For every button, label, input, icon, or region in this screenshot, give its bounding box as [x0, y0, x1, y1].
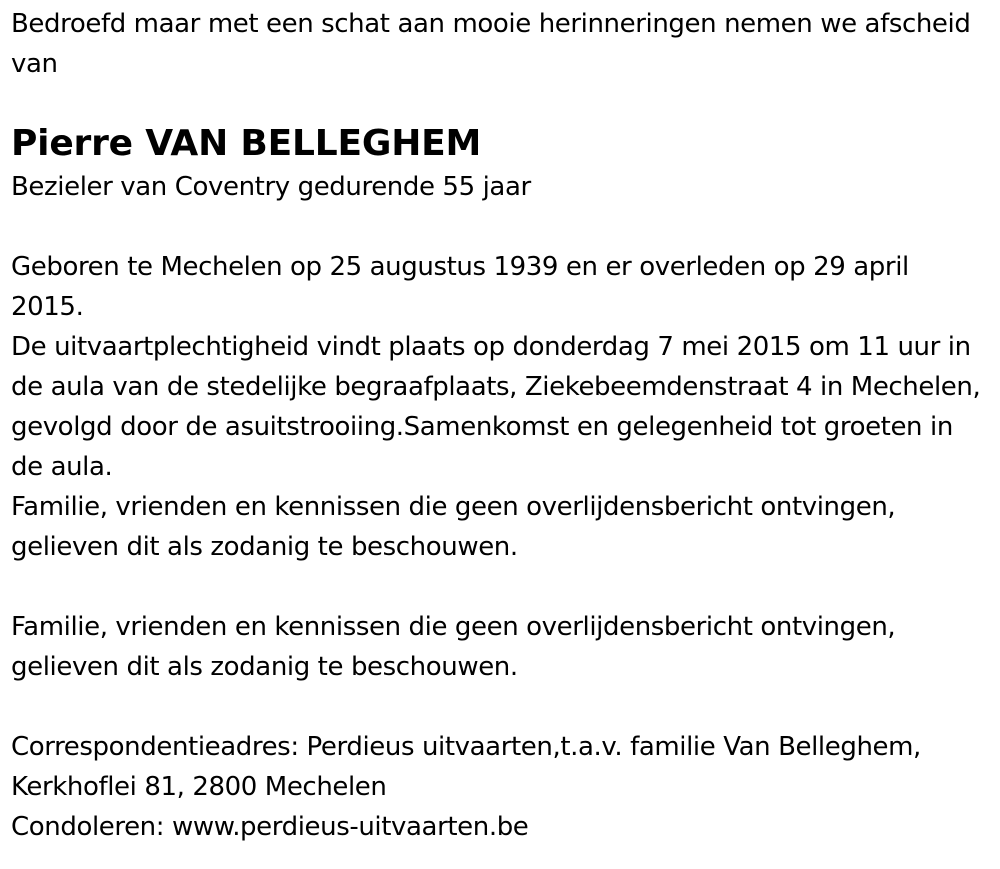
notice-text-2: Familie, vrienden en kennissen die geen overlijdensbericht ontvingen, gelieven dit als zodanig te beschouwen.: [11, 612, 896, 682]
deceased-name: Pierre VAN BELLEGHEM: [11, 123, 482, 164]
condolence-link[interactable]: Condoleren: www.perdieus-uitvaarten.be: [11, 812, 529, 842]
correspondence-address-line2: Kerkhoflei 81, 2800 Mechelen: [11, 772, 387, 802]
obituary-notice: [11, 4, 986, 847]
correspondence-address-line1: Correspondentieadres: Perdieus uitvaarten,t.a.v. familie Van Belleghem,: [11, 732, 921, 762]
spacer: [11, 207, 986, 247]
deceased-description: Bezieler van Coventry gedurende 55 jaar: [11, 172, 531, 202]
ceremony-text: De uitvaartplechtigheid vindt plaats op donderdag 7 mei 2015 om 11 uur in de aula van de stedelijke begraafplaats, Ziekebeemdenstraat 4 in Mechelen, gevolgd door de asuitstrooiing.Samenkomst en gelegenheid tot groeten in de aula.: [11, 332, 981, 482]
notice-text-1: Familie, vrienden en kennissen die geen overlijdensbericht ontvingen, gelieven dit als zodanig te beschouwen.: [11, 492, 896, 562]
birth-death-text: Geboren te Mechelen op 25 augustus 1939 en er overleden op 29 april 2015.: [11, 252, 909, 322]
spacer: [11, 567, 986, 607]
spacer: [11, 687, 986, 727]
intro-text: Bedroefd maar met een schat aan mooie herinneringen nemen we afscheid van: [11, 9, 971, 79]
